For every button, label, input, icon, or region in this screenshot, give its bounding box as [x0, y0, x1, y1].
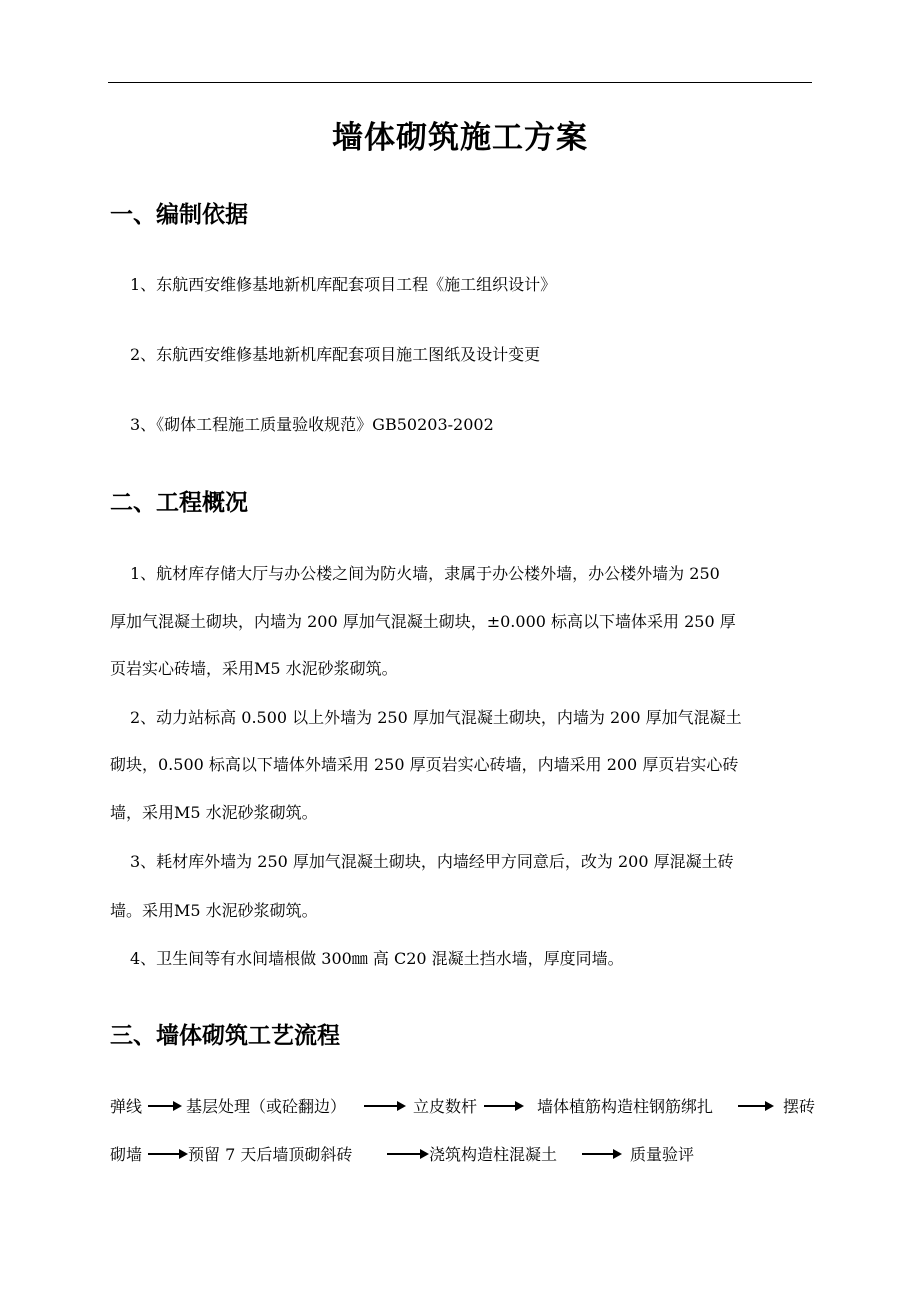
arrow-right-icon	[582, 1153, 620, 1155]
process-flow-row-1	[110, 1094, 822, 1118]
section-heading-1: 一、编制依据	[110, 201, 248, 228]
basis-item-1: 1、东航西安维修基地新机库配套项目工程《施工组织设计》	[130, 275, 557, 294]
arrow-right-icon	[387, 1153, 427, 1155]
section-heading-2: 二、工程概况	[110, 489, 248, 516]
basis-item-3: 3、《砌体工程施工质量验收规范》GB50203-2002	[130, 415, 494, 434]
arrow-right-icon	[738, 1105, 772, 1107]
basis-item-2: 2、东航西安维修基地新机库配套项目施工图纸及设计变更	[130, 345, 541, 364]
overview-line-9: 4、卫生间等有水间墙根做 300㎜ 高 C20 混凝土挡水墙，厚度同墙。	[130, 949, 624, 968]
arrow-right-icon	[148, 1153, 186, 1155]
flow-step: 质量验评	[630, 1145, 695, 1164]
arrow-right-icon	[148, 1105, 180, 1107]
overview-line-1: 1、航材库存储大厅与办公楼之间为防火墙，隶属于办公楼外墙，办公楼外墙为 250	[130, 564, 720, 583]
flow-step: 立皮数杆	[413, 1097, 478, 1116]
overview-line-5: 砌块，0.500 标高以下墙体外墙采用 250 厚页岩实心砖墙，内墙采用 200 厚页岩实心砖	[110, 755, 739, 774]
flow-step: 浇筑构造柱混凝土	[429, 1145, 558, 1164]
flow-step: 砌墙	[110, 1145, 143, 1164]
process-flow-row-2	[110, 1142, 710, 1166]
flow-step: 预留 7 天后墙顶砌斜砖	[188, 1145, 353, 1164]
flow-step: 基层处理（或砼翻边）	[186, 1097, 347, 1116]
arrow-right-icon	[364, 1105, 404, 1107]
overview-line-6: 墙，采用M5 水泥砂浆砌筑。	[110, 803, 318, 822]
arrow-right-icon	[484, 1105, 522, 1107]
flow-step: 弹线	[110, 1097, 143, 1116]
overview-line-8: 墙。采用M5 水泥砂浆砌筑。	[110, 901, 318, 920]
header-rule	[108, 82, 812, 83]
overview-line-3: 页岩实心砖墙，采用M5 水泥砂浆砌筑。	[110, 659, 398, 678]
flow-step: 墙体植筋构造柱钢筋绑扎	[537, 1097, 714, 1116]
overview-line-4: 2、动力站标高 0.500 以上外墙为 250 厚加气混凝土砌块，内墙为 200 厚加气混凝土	[130, 708, 742, 727]
overview-line-7: 3、耗材库外墙为 250 厚加气混凝土砌块，内墙经甲方同意后，改为 200 厚混凝土砖	[130, 852, 734, 871]
overview-line-2: 厚加气混凝土砌块，内墙为 200 厚加气混凝土砌块，±0.000 标高以下墙体采用 250 厚	[110, 612, 736, 631]
flow-step: 摆砖	[783, 1097, 816, 1116]
section-heading-3: 三、墙体砌筑工艺流程	[110, 1022, 340, 1049]
doc-title: 墙体砌筑施工方案	[332, 120, 588, 156]
